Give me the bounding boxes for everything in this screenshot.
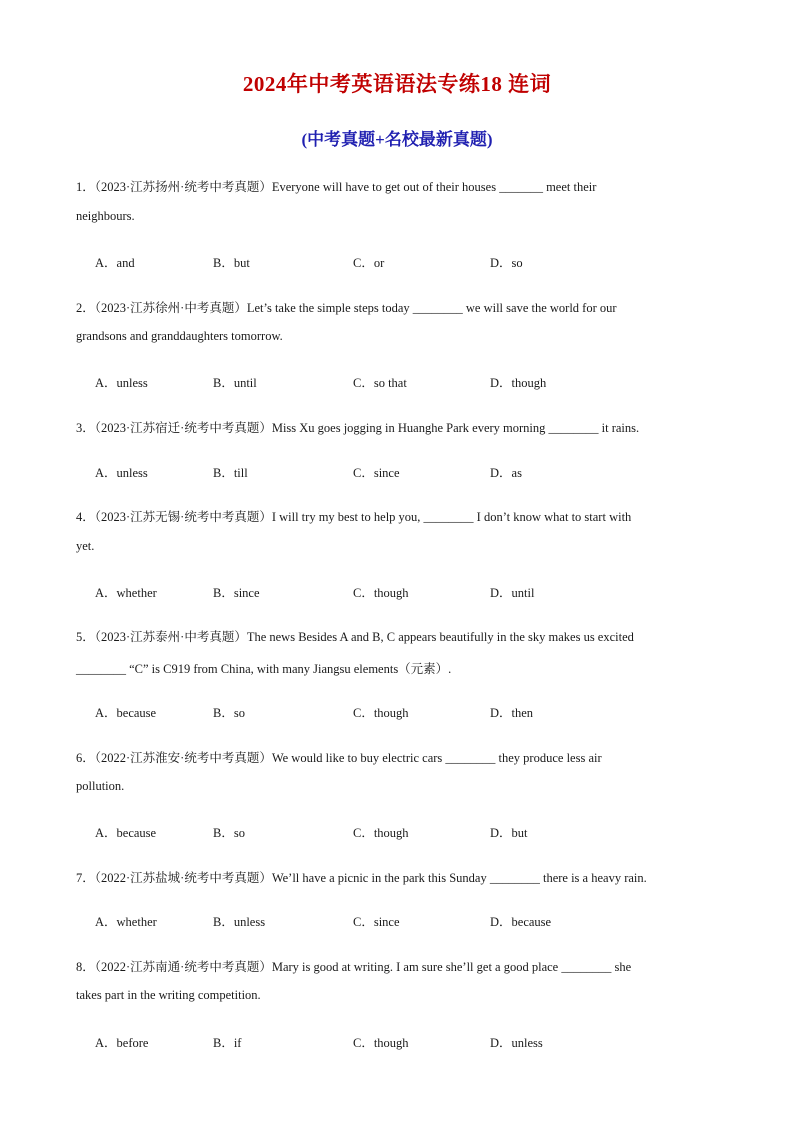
page-title: 2024年中考英语语法专练18 连词 xyxy=(242,72,552,96)
question-5-option-d: D．then xyxy=(490,706,534,720)
question-1-option-b: B．but xyxy=(213,256,250,270)
question-6-option-d: D．but xyxy=(490,826,528,840)
question-3-option-a: A．unless xyxy=(95,466,148,480)
question-6-option-c: C．though xyxy=(353,826,409,840)
question-6-option-a: A．because xyxy=(95,826,157,840)
question-4-text: 4．（2023·江苏无锡·统考中考真题）I will try my best to help you, ________ I don’t know what to start with xyxy=(76,510,632,524)
question-5-option-b: B．so xyxy=(213,706,245,720)
question-6-text-cont: pollution. xyxy=(76,779,125,793)
question-6-option-b: B．so xyxy=(213,826,245,840)
question-4-option-d: D．until xyxy=(490,586,535,600)
question-2-text: 2．（2023·江苏徐州·中考真题）Let’s take the simple steps today ________ we will save the world for our xyxy=(76,301,617,315)
question-7-option-a: A．whether xyxy=(95,915,157,929)
question-3-text: 3．（2023·江苏宿迁·统考中考真题）Miss Xu goes jogging in Huanghe Park every morning ________ it rains. xyxy=(76,421,640,435)
question-8-text-cont: takes part in the writing competition. xyxy=(76,988,261,1002)
question-8-text: 8．（2022·江苏南通·统考中考真题）Mary is good at writing. I am sure she’ll get a good place ________ she xyxy=(76,960,632,974)
question-4-option-c: C．though xyxy=(353,586,409,600)
question-1-text-cont: neighbours. xyxy=(76,209,135,223)
question-1-option-d: D．so xyxy=(490,256,523,270)
question-1-option-c: C．or xyxy=(353,256,385,270)
question-3-option-c: C．since xyxy=(353,466,400,480)
question-2-option-b: B．until xyxy=(213,376,257,390)
question-1-option-a: A．and xyxy=(95,256,135,270)
question-8-option-b: B．if xyxy=(213,1036,242,1050)
question-4-option-a: A．whether xyxy=(95,586,157,600)
question-5-option-c: C．though xyxy=(353,706,409,720)
question-2-option-c: C．so that xyxy=(353,376,407,390)
question-3-option-b: B．till xyxy=(213,466,248,480)
question-5-text-cont: ________ “C” is C919 from China, with many Jiangsu elements（元素）. xyxy=(76,662,452,676)
question-2-option-d: D．though xyxy=(490,376,547,390)
question-5-option-a: A．because xyxy=(95,706,157,720)
question-4-text-cont: yet. xyxy=(76,539,95,553)
question-8-option-a: A．before xyxy=(95,1036,149,1050)
question-4-option-b: B．since xyxy=(213,586,260,600)
question-2-text-cont: grandsons and granddaughters tomorrow. xyxy=(76,329,283,343)
question-6-text: 6．（2022·江苏淮安·统考中考真题）We would like to buy electric cars ________ they produce less air xyxy=(76,751,602,765)
question-7-option-c: C．since xyxy=(353,915,400,929)
question-5-text: 5．（2023·江苏泰州·中考真题）The news Besides A and B, C appears beautifully in the sky makes us excited xyxy=(76,630,634,644)
question-7-text: 7．（2022·江苏盐城·统考中考真题）We’ll have a picnic in the park this Sunday ________ there is a heavy rain. xyxy=(76,871,647,885)
question-3-option-d: D．as xyxy=(490,466,522,480)
question-8-option-d: D．unless xyxy=(490,1036,543,1050)
question-7-option-b: B．unless xyxy=(213,915,266,929)
question-2-option-a: A．unless xyxy=(95,376,148,390)
page-subtitle: (中考真题+名校最新真题) xyxy=(301,130,493,149)
question-8-option-c: C．though xyxy=(353,1036,409,1050)
question-7-option-d: D．because xyxy=(490,915,552,929)
question-1-text: 1．（2023·江苏扬州·统考中考真题）Everyone will have to get out of their houses _______ meet their xyxy=(76,180,597,194)
